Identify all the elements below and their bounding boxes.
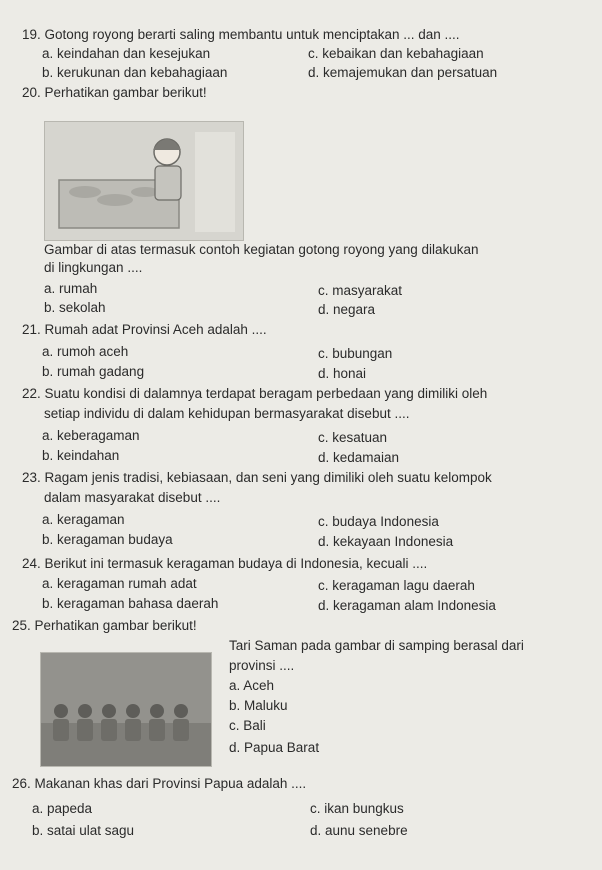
q22-option-c: c. kesatuan <box>318 430 388 445</box>
gotong-royong-illustration <box>45 122 243 240</box>
tari-saman-picture <box>40 652 212 767</box>
q22-option-a: a. keberagaman <box>42 428 140 443</box>
q22-text-line1: 22. Suatu kondisi di dalamnya terdapat beragam perbedaan yang dimiliki oleh <box>22 386 488 401</box>
q21-option-b: b. rumah gadang <box>42 364 145 379</box>
q25-option-b: b. Maluku <box>229 698 288 713</box>
q25-caption-line2: provinsi .... <box>229 658 295 673</box>
q20-caption-line1: Gambar di atas termasuk contoh kegiatan gotong royong yang dilakukan <box>44 242 479 257</box>
q20-option-c: c. masyarakat <box>318 283 403 298</box>
q26-option-b: b. satai ulat sagu <box>32 823 135 838</box>
q25-text: 25. Perhatikan gambar berikut! <box>12 618 197 633</box>
q22-option-b: b. keindahan <box>42 448 120 463</box>
q26-option-a: a. papeda <box>32 801 93 816</box>
q20-option-d: d. negara <box>318 302 376 317</box>
q21-text: 21. Rumah adat Provinsi Aceh adalah .... <box>22 322 267 337</box>
q24-option-b: b. keragaman bahasa daerah <box>42 596 219 611</box>
q21-option-d: d. honai <box>318 366 367 381</box>
q24-option-c: c. keragaman lagu daerah <box>318 578 475 593</box>
q25-caption-line1: Tari Saman pada gambar di samping berasal dari <box>229 638 524 653</box>
q26-option-d: d. aunu senebre <box>310 823 408 838</box>
tari-saman-illustration <box>41 653 211 766</box>
q23-text-line1: 23. Ragam jenis tradisi, kebiasaan, dan seni yang dimiliki oleh suatu kelompok <box>22 470 492 485</box>
q25-option-c: c. Bali <box>229 718 266 733</box>
q19-option-b: b. kerukunan dan kebahagiaan <box>42 65 228 80</box>
q20-option-a: a. rumah <box>44 281 98 296</box>
q24-option-a: a. keragaman rumah adat <box>42 576 197 591</box>
q19-text: 19. Gotong royong berarti saling membantu untuk menciptakan ... dan .... <box>22 27 460 42</box>
q20-text: 20. Perhatikan gambar berikut! <box>22 85 207 100</box>
q23-option-b: b. keragaman budaya <box>42 532 173 547</box>
q20-caption-line2: di lingkungan .... <box>44 260 143 275</box>
q20-option-b: b. sekolah <box>44 300 106 315</box>
q24-option-d: d. keragaman alam Indonesia <box>318 598 496 613</box>
q19-option-d: d. kemajemukan dan persatuan <box>308 65 498 80</box>
q22-option-d: d. kedamaian <box>318 450 400 465</box>
q25-option-d: d. Papua Barat <box>229 740 320 755</box>
q23-option-c: c. budaya Indonesia <box>318 514 439 529</box>
q23-option-a: a. keragaman <box>42 512 125 527</box>
q21-option-a: a. rumoh aceh <box>42 344 129 359</box>
q22-text-line2: setiap individu di dalam kehidupan bermasyarakat disebut .... <box>44 406 410 421</box>
q19-option-a: a. keindahan dan kesejukan <box>42 46 211 61</box>
q19-option-c: c. kebaikan dan kebahagiaan <box>308 46 484 61</box>
q23-text-line2: dalam masyarakat disebut .... <box>44 490 221 505</box>
q23-option-d: d. kekayaan Indonesia <box>318 534 454 549</box>
q25-option-a: a. Aceh <box>229 678 275 693</box>
gotong-royong-picture <box>44 121 244 241</box>
q21-option-c: c. bubungan <box>318 346 393 361</box>
q24-text: 24. Berikut ini termasuk keragaman budaya di Indonesia, kecuali .... <box>22 556 428 571</box>
q26-option-c: c. ikan bungkus <box>310 801 404 816</box>
q26-text: 26. Makanan khas dari Provinsi Papua adalah .... <box>12 776 307 791</box>
